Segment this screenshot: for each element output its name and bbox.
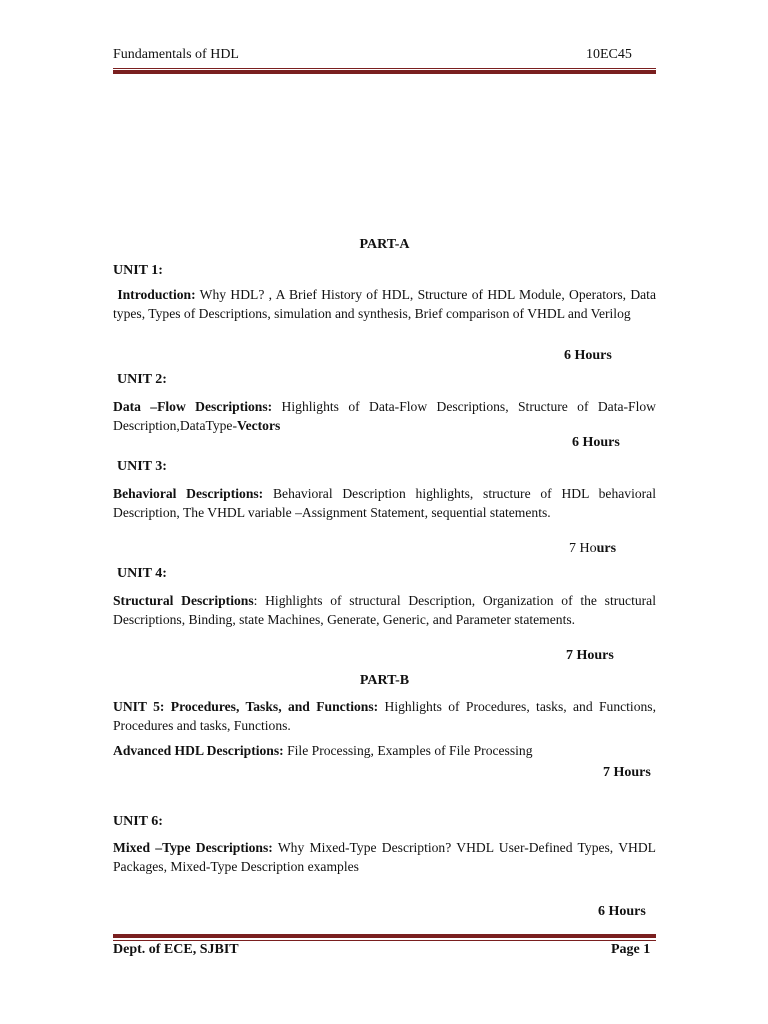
unit-6-description [113, 838, 656, 876]
unit-3-text: Behavioral Description highlights, structure of HDL behavioral Description, The VHDL variable –Assignment Statement, sequential statements. [113, 486, 656, 520]
unit-3-hours-bold: urs [596, 541, 617, 556]
unit-2-text: Highlights of Data-Flow Descriptions, Structure of Data-Flow Description,DataType- [113, 399, 656, 433]
unit-5-description [113, 697, 656, 735]
footer-page-number: Page 1 [611, 942, 651, 957]
advanced-hdl-topic: Advanced HDL Descriptions: [113, 743, 284, 758]
unit-6-topic: Mixed –Type Descriptions: [113, 840, 273, 855]
unit-2-hours: 6 Hours [572, 435, 620, 450]
unit-6-hours: 6 Hours [598, 904, 646, 919]
unit-1-description [113, 285, 656, 323]
unit-2-topic: Data –Flow Descriptions: [113, 399, 273, 414]
unit-2-description [113, 397, 656, 435]
unit-3-topic: Behavioral Descriptions: [113, 486, 264, 501]
unit-3-title: UNIT 3: [117, 459, 167, 474]
unit-5-hours: 7 Hours [603, 765, 651, 780]
unit-4-hours: 7 Hours [566, 648, 614, 663]
unit-3-description [113, 484, 656, 522]
unit-1-topic: Introduction: [117, 287, 196, 302]
unit-2-text-bold: Vectors [237, 418, 281, 433]
unit-6-title: UNIT 6: [113, 814, 163, 829]
part-b-heading: PART-B [359, 673, 410, 688]
advanced-hdl-description [113, 741, 656, 760]
unit-3-hours [569, 541, 616, 557]
header-title: Fundamentals of HDL [113, 47, 239, 62]
unit-4-text: : Highlights of structural Description, Organization of the structural Descriptions, Binding, state Machines, Generate, Generic, and Parameter statements. [113, 593, 656, 627]
header-course-code: 10EC45 [586, 47, 632, 62]
unit-1-text: Why HDL? , A Brief History of HDL, Structure of HDL Module, Operators, Data types, Types of Descriptions, simulation and synthesis, Brief comparison of VHDL and Verilog [113, 287, 656, 321]
unit-1-title: UNIT 1: [113, 263, 163, 278]
unit-4-topic: Structural Descriptions [113, 593, 254, 608]
advanced-hdl-text: File Processing, Examples of File Processing [283, 743, 533, 758]
unit-3-hours-plain: 7 Ho [569, 541, 597, 556]
unit-4-description [113, 591, 656, 629]
footer-department: Dept. of ECE, SJBIT [113, 942, 239, 957]
unit-6-text: Why Mixed-Type Description? VHDL User-Defined Types, VHDL Packages, Mixed-Type Description examples [113, 840, 656, 874]
unit-5-title-topic: UNIT 5: Procedures, Tasks, and Functions: [113, 699, 379, 714]
unit-5-text: Highlights of Procedures, tasks, and Functions, Procedures and tasks, Functions. [113, 699, 656, 733]
unit-1-hours: 6 Hours [564, 348, 612, 363]
unit-4-title: UNIT 4: [117, 566, 167, 581]
unit-2-title: UNIT 2: [117, 372, 167, 387]
footer-rule-thick [113, 934, 656, 938]
part-a-heading: PART-A [359, 237, 410, 252]
footer-rule-thin [113, 940, 656, 941]
header-rule-thick [113, 70, 656, 74]
header-rule-thin [113, 68, 656, 69]
